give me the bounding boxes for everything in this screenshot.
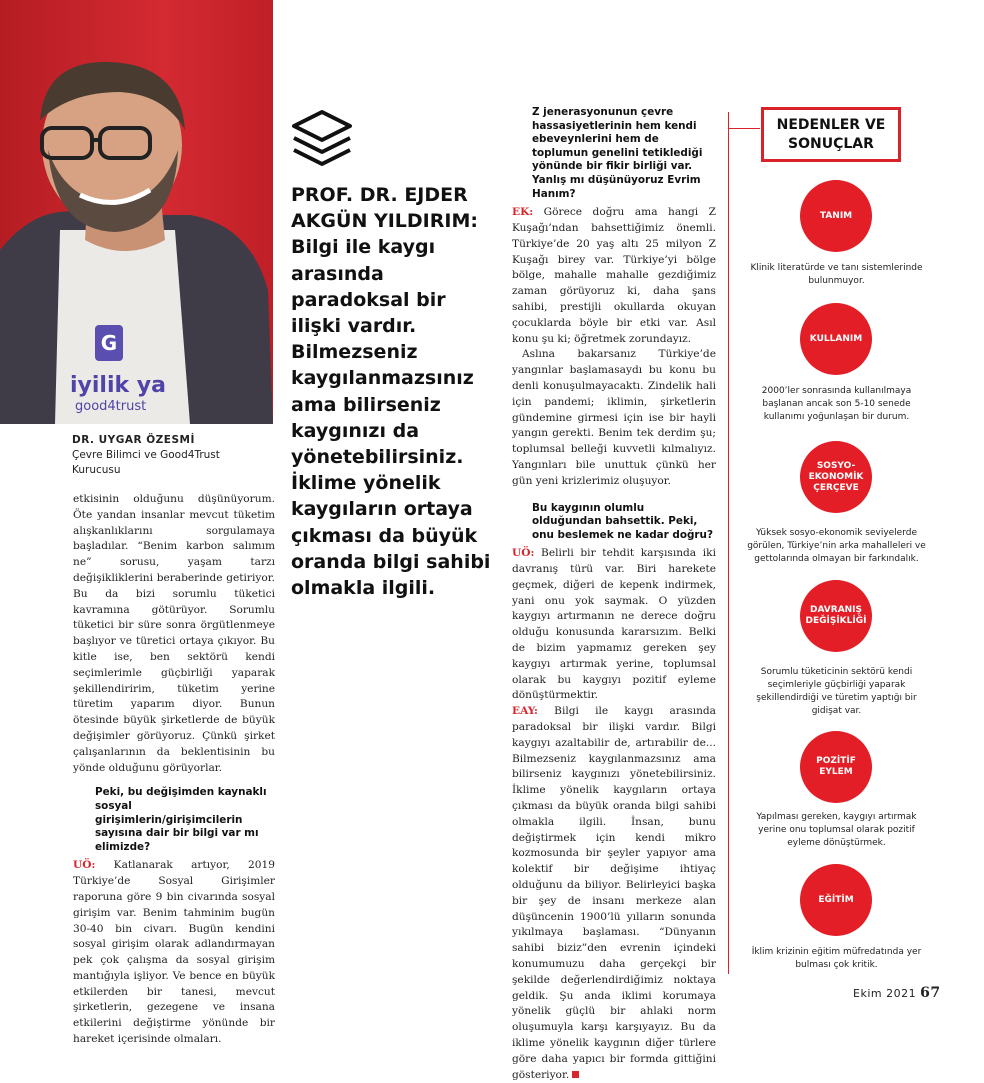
page-number: 67	[920, 985, 941, 1001]
circle-egitim: EĞİTİM	[800, 864, 872, 936]
caption-name: DR. UYGAR ÖZESMİ	[72, 434, 195, 446]
answer-text: Görece doğru ama hangi Z Kuşağı’ndan bahsettiğimiz önemli. Türkiye’de 20 yaş altı 25 milyon Z Kuşağı birey var. Türkiye’yi bölge bölge, mahalle mahalle gezdiğimiz zaman görüyoruz ki, daha şans sahibi, prestijli okullarda okuyan çocuklarda böyle bir etki var. Asıl konu şu ki; öğretmek zorundayız.	[512, 206, 716, 345]
interview-question: Z jenerasyonunun çevre hassasiyetlerinin hem kendi ebeveynlerini hem de toplumun genelini tetiklediği yönünde bir fikir birliği var. Yanlış mı düşünüyoruz Evrim Hanım?	[532, 106, 703, 200]
circle-davranis: DAVRANIŞ DEĞİŞİKLİĞİ	[800, 580, 872, 652]
answer-paragraph	[512, 546, 716, 704]
shirt-text-1: iyilik ya	[70, 373, 166, 398]
circle-sosyo-ekonomik: SOSYO-EKONOMİK ÇERÇEVE	[800, 441, 872, 513]
page-footer	[853, 985, 941, 1001]
portrait-photo	[0, 0, 273, 424]
speaker-initials: UÖ:	[512, 547, 535, 560]
desc-pozitif: Yapılması gereken, kaygıyı artırmak yerine onu toplumsal olarak pozitif eyleme dönüştürmek.	[756, 812, 917, 848]
sidebar-title: NEDENLER VE SONUÇLAR	[761, 107, 901, 162]
article-column-2	[512, 106, 716, 1083]
speaker-initials: UÖ:	[73, 859, 96, 872]
desc-tanim: Klinik literatürde ve tanı sistemlerinde bulunmuyor.	[750, 263, 923, 286]
answer-text: Katlanarak artıyor, 2019 Türkiye’de Sosyal Girişimler raporuna göre 9 bin civarında sosyal girişim var. Benim tahminim bugün 30-40 bin civarı. Bugün kendini sosyal girişim olarak adlandırmayan pek çok çalışma da sosyal girişim mantığıyla işliyor. Ve bence en büyük etkilerden bir tanesi, mevcut şirketlerin, gezegene ve insana etkilerini değiştirme yönünde bir hareket içerisinde olmaları.	[73, 859, 275, 1046]
answer-paragraph	[512, 205, 716, 347]
answer-text: Bilgi ile kaygı arasında paradoksal bir ilişki vardır. Bilgi kaygıyı azaltabilir de, artırabilir de... Bilmezseniz kaygılanmazsınız ama bilirseniz kaygınızı yönetebilirsiniz. İklime yönelik kaygıların ortaya çıkması da büyük oranda bilgi sahibi olmakla ilgili. İnsan, bunu değiştirmek için kendi mikro kozmosunda bir şeyler yapıyor ama kolektif bir değişime ihtiyaç olduğunu da biliyor. Belirleyici başka bir şey de insanı merkeze alan düşüncenin 1900’lü yılların sonunda yıkılmaya başlaması. “Dünyanın sahibi biziz”den evrenin içindeki konumumuzu daha gerçekçi bir şekilde değerlendirdiğimiz noktaya geldik. Şu anda iklimi korumaya yönelik güçlü bir ahlaki norm oluşumuyla karşı karşıyayız. Bu da iklime yönelik kaygının diğer türlere göre daha yapıcı bir formda gittiğini gösteriyor.	[512, 705, 716, 1081]
answer-paragraph	[512, 704, 716, 1083]
speaker-initials: EK:	[512, 206, 534, 219]
desc-davranis: Sorumlu tüketicinin sektörü kendi seçimleriyle güçbirliği yaparak şekillendirdiği ve türetim yaptığı bir gidişat var.	[756, 667, 917, 716]
speaker-initials: EAY:	[512, 705, 538, 718]
issue-date: Ekim 2021	[853, 987, 917, 1000]
sidebar-divider-tick	[728, 128, 760, 129]
desc-egitim: İklim krizinin eğitim müfredatında yer bulması çok kritik.	[751, 947, 922, 970]
caption-title: Çevre Bilimci ve Good4Trust	[72, 449, 220, 461]
layers-icon	[290, 108, 354, 174]
circle-kullanim: KULLANIM	[800, 303, 872, 375]
circle-pozitif: POZİTİF EYLEM	[800, 731, 872, 803]
person-illustration	[0, 0, 273, 424]
circle-tanim: TANIM	[800, 180, 872, 252]
pull-quote: PROF. DR. EJDER AKGÜN YILDIRIM: Bilgi ile kaygı arasında paradoksal bir ilişki vardır. Bilmezseniz kaygılanmazsınız ama bilirseniz kaygınızı da yönetebilirsiniz. İklime yönelik kaygıların ortaya çıkması da büyük oranda bilgi sahibi olmakla ilgili.	[291, 184, 491, 600]
paragraph: Aslına bakarsanız Türkiye’de yangınlar başlamasaydı bu konu bu denli konuşulmayacaktı. Zindelik hali için pandemi; iklimin, şirketlerin gündemine girmesi için ise bir hayli yangın gerekti. Benim tek derdim şu; toplumsal belleği kuvvetli kılmalıyız. Yangınları bile unuttuk çünkü her gün yeni krizlerimiz oluşuyor.	[512, 348, 716, 487]
end-mark-icon	[572, 1071, 579, 1078]
answer-paragraph	[73, 858, 275, 1048]
sidebar-divider	[728, 112, 729, 974]
paragraph: etkisinin olduğunu düşünüyorum. Öte yandan insanlar mevcut tüketim alışkanlıklarını sorgulamaya başladılar. “Benim karbon salımım ne” sorusu, yaşam tarzı değişikliklerini beraberinde getiriyor. Bu da bizi sorumlu tüketici kavramına götürüyor. Sorumlu tüketici bir süre sonra örgütlenmeye başlıyor ve türetici ortaya çıkıyor. Bu kitle ise, ben sektörü kendi seçimlerimle güçbirliği yaparak şekillendiririm, tüketim yerine türetim yaparım diyor. Bunun ötesinde büyük şirketlerde de büyük değişimler görüyoruz. Çünkü şirket çalışanlarının da beklentisinin bu yönde olduğunu görüyorlar.	[73, 493, 275, 774]
interview-question: Peki, bu değişimden kaynaklı sosyal girişimlerin/girişimcilerin sayısına dair bir bilgi var mı elimizde?	[95, 786, 267, 853]
shirt-text-2: good4trust	[75, 399, 147, 414]
photo-caption	[72, 433, 220, 478]
interview-question: Bu kaygının olumlu olduğundan bahsettik. Peki, onu beslemek ne kadar doğru?	[532, 501, 713, 541]
caption-role: Kurucusu	[72, 464, 121, 476]
answer-text: Belirli bir tehdit karşısında iki davranış türü var. Biri harekete geçmek, diğeri de kepenk indirmek, yani onu yok saymak. O yüzden kaygıyı artırmanın ne derece doğru olduğu konusunda kararsızım. Belki de bizim yapmamız gereken şey kaygıyı artırmak yerine, toplumsal olarak bu kaygıyı pozitif eyleme dönüştürmektir.	[512, 547, 716, 702]
svg-text:G: G	[100, 331, 118, 355]
desc-sosyo-ekonomik: Yüksek sosyo-ekonomik seviyelerde görülen, Türkiye’nin arka mahalleleri ve gettolarında olmayan bir farkındalık.	[747, 528, 926, 564]
article-column-1	[73, 492, 275, 1048]
desc-kullanim: 2000’ler sonrasında kullanılmaya başlanan ancak son 5-10 senede kullanımı yoğunlaşan bir durum.	[761, 386, 912, 422]
